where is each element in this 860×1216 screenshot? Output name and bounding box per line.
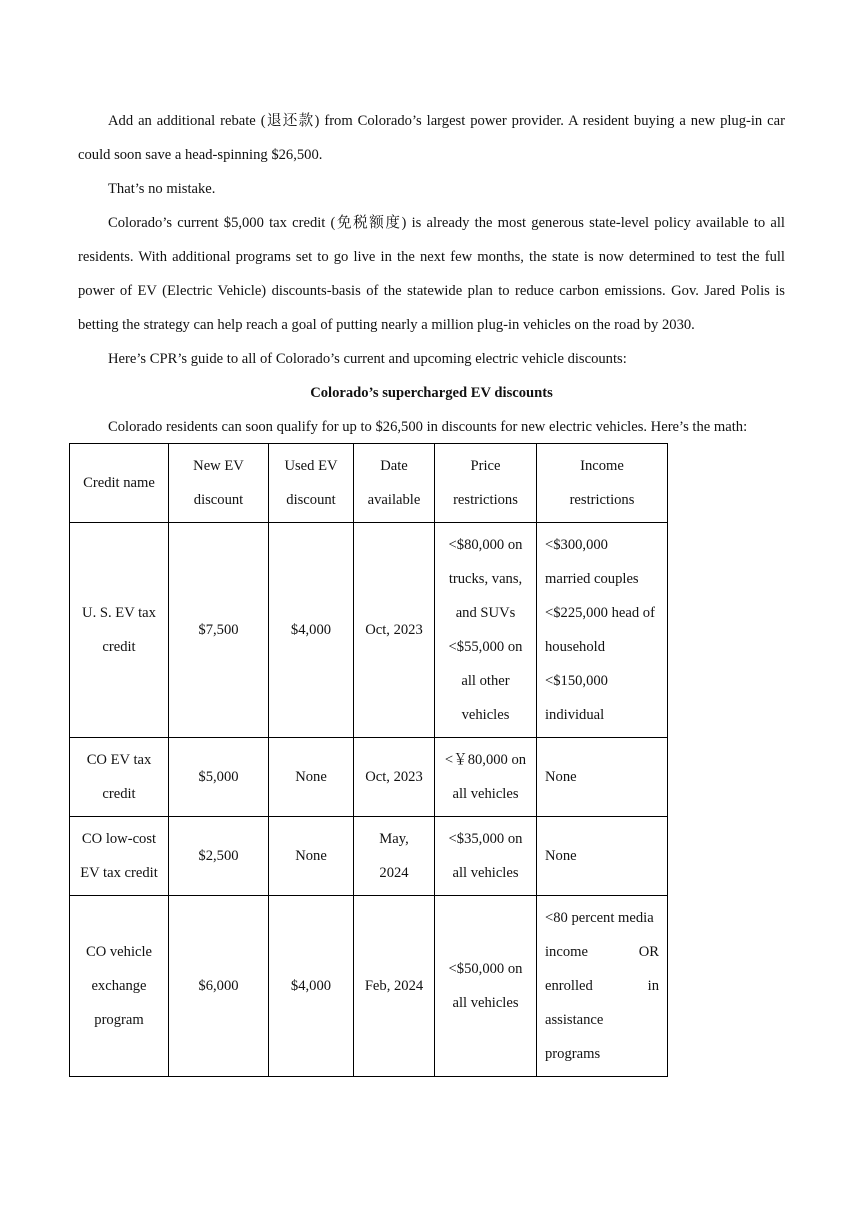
cell-word: OR: [638, 944, 659, 960]
ev-discounts-table: [69, 443, 668, 1077]
cell-word: income: [545, 944, 588, 960]
cell-line: <$50,000 on: [448, 961, 523, 977]
paragraph-no-mistake: That’s no mistake.: [108, 181, 216, 197]
paragraph-guide-intro: Here’s CPR’s guide to all of Colorado’s current and upcoming electric vehicle discounts:: [108, 351, 627, 367]
cell-line: credit: [102, 786, 136, 802]
table-row: [70, 817, 668, 896]
paragraph-tax-credit: Colorado’s current $5,000 tax credit (免税额度) is already the most generous state-level policy available to all residents. With additional programs set to go live in the next few months, the state is now determined to test the full power of EV (Electric Vehicle) discounts-basis of the statewide plan to reduce carbon emissions. Gov. Jared Polis is betting the strategy can help reach a goal of putting nearly a million plug-in vehicles on the road by 2030.: [78, 215, 785, 333]
cell-price: [435, 738, 537, 817]
header-line: Used EV: [284, 458, 338, 474]
cell-line: Oct, 2023: [365, 622, 423, 638]
cell-date: [354, 738, 435, 817]
header-income-restrictions: [537, 444, 668, 523]
header-line: Income: [580, 458, 624, 474]
cell-line: program: [94, 1012, 144, 1028]
cell-line: <$225,000 head of: [545, 605, 655, 621]
cell-line: married couples: [545, 571, 639, 587]
header-price-restrictions: [435, 444, 537, 523]
cell-line: all vehicles: [452, 995, 519, 1011]
cell-income: [537, 896, 668, 1077]
cell-price: [435, 896, 537, 1077]
cell-word: in: [647, 978, 659, 994]
paragraph-rebate: Add an additional rebate (退还款) from Colorado’s largest power provider. A resident buying a new plug-in car could soon save a head-spinning $26,500.: [78, 113, 785, 163]
cell-line: household: [545, 639, 605, 655]
cell-price: [435, 817, 537, 896]
cell-line: <80 percent media: [545, 910, 654, 926]
header-line: available: [367, 492, 421, 508]
cell-line: U. S. EV tax: [82, 605, 156, 621]
cell-new-ev: $7,500: [169, 523, 269, 738]
cell-price: [435, 523, 537, 738]
header-line: Price: [470, 458, 501, 474]
cell-line: <￥80,000 on: [444, 752, 527, 768]
header-line: New EV: [193, 458, 244, 474]
section-heading: Colorado’s supercharged EV discounts: [310, 385, 553, 401]
cell-line: [545, 935, 659, 969]
cell-new-ev: $5,000: [169, 738, 269, 817]
cell-used-ev: $4,000: [269, 523, 354, 738]
header-line: restrictions: [453, 492, 518, 508]
cell-line: all other: [461, 673, 510, 689]
cell-income: [537, 817, 668, 896]
cell-new-ev: $2,500: [169, 817, 269, 896]
cell-date: [354, 896, 435, 1077]
cell-line: None: [545, 848, 577, 864]
cell-credit-name: [70, 738, 169, 817]
cell-line: CO EV tax: [86, 752, 152, 768]
cell-line: [545, 969, 659, 1003]
cell-credit-name: [70, 523, 169, 738]
cell-line: individual: [545, 707, 605, 723]
cell-line: CO low-cost: [81, 831, 157, 847]
header-used-ev-discount: [269, 444, 354, 523]
cell-credit-name: [70, 896, 169, 1077]
cell-line: Oct, 2023: [365, 769, 423, 785]
cell-line: 2024: [379, 865, 409, 881]
header-credit-name-text: Credit name: [83, 475, 155, 491]
cell-line: None: [545, 769, 577, 785]
cell-date: [354, 523, 435, 738]
table-row: [70, 523, 668, 738]
header-date-available: [354, 444, 435, 523]
cell-line: vehicles: [461, 707, 510, 723]
cell-line: Feb, 2024: [364, 978, 424, 994]
cell-used-ev: None: [269, 738, 354, 817]
header-line: Date: [380, 458, 408, 474]
cell-line: <$80,000 on: [448, 537, 523, 553]
cell-line: all vehicles: [452, 865, 519, 881]
cell-line: <$35,000 on: [448, 831, 523, 847]
header-line: discount: [286, 492, 336, 508]
cell-line: exchange: [91, 978, 147, 994]
cell-line: and SUVs: [455, 605, 516, 621]
header-line: discount: [193, 492, 244, 508]
header-credit-name: [70, 444, 169, 523]
cell-date: [354, 817, 435, 896]
cell-line: EV tax credit: [80, 865, 158, 881]
cell-credit-name: [70, 817, 169, 896]
cell-used-ev: None: [269, 817, 354, 896]
document-body: [78, 104, 785, 444]
table-row: [70, 738, 668, 817]
table-header-row: [70, 444, 668, 523]
cell-line: credit: [102, 639, 136, 655]
cell-line: CO vehicle: [85, 944, 153, 960]
cell-word: enrolled: [545, 978, 593, 994]
cell-line: assistance: [545, 1012, 604, 1028]
table-row: [70, 896, 668, 1077]
cell-income: [537, 523, 668, 738]
cell-line: May,: [379, 831, 409, 847]
cell-line: programs: [545, 1046, 601, 1062]
cell-line: <$55,000 on: [448, 639, 523, 655]
cell-line: <$300,000: [545, 537, 608, 553]
cell-line: all vehicles: [452, 786, 519, 802]
cell-new-ev: $6,000: [169, 896, 269, 1077]
header-line: restrictions: [569, 492, 635, 508]
cell-line: <$150,000: [545, 673, 608, 689]
cell-used-ev: $4,000: [269, 896, 354, 1077]
cell-income: [537, 738, 668, 817]
paragraph-math-intro: Colorado residents can soon qualify for up to $26,500 in discounts for new electric vehicles. Here’s the math:: [108, 419, 748, 435]
header-new-ev-discount: [169, 444, 269, 523]
cell-line: trucks, vans,: [448, 571, 523, 587]
